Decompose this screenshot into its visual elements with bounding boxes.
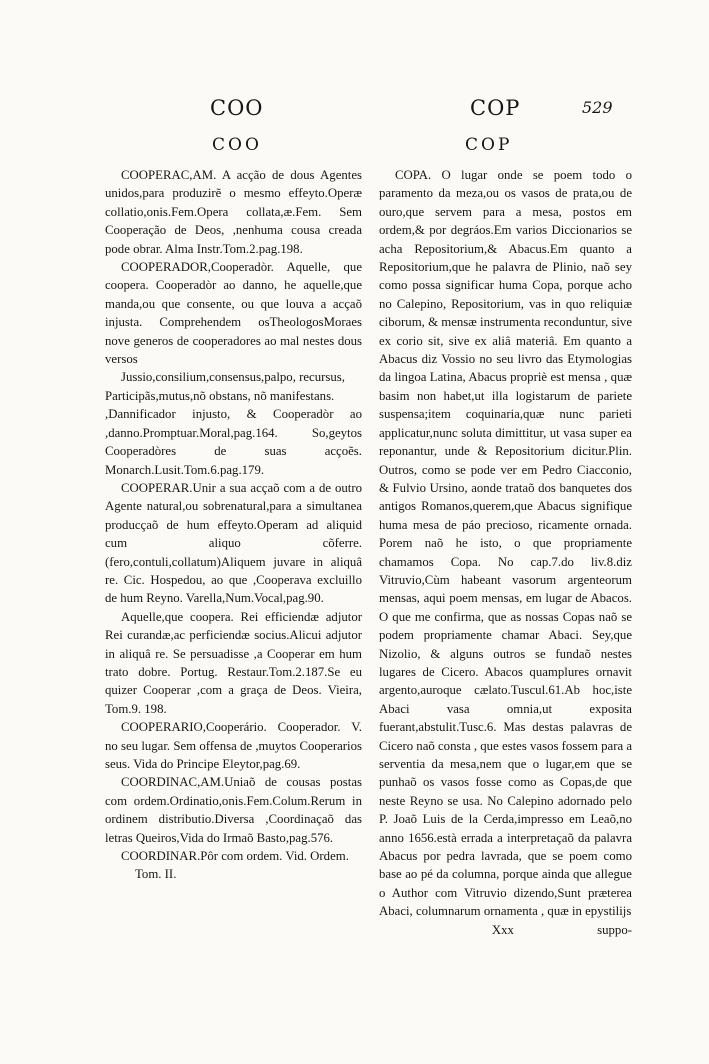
running-head-right: COP [470, 96, 521, 120]
signature-mark: Xxx [491, 922, 514, 937]
left-column [105, 166, 362, 884]
entry-cooperador-continued: ,Dannificador injusto, & Cooperadòr ao ,danno.Promptuar.Moral,pag.164. So,geytos Cooperadòres de suas acçoẽs. Monarch.Lusit.Tom.6.pag.179. [105, 407, 362, 477]
entry-cooperar-sense-2: Aquelle,que coopera. Rei efficiendæ adjutor Rei curandæ,ac perficiendæ socius.Alicui adjutor in aliquâ re. Se persuadisse ,a Cooperar em hum trato dobre. Portug. Restaur.Tom.2.187.Se eu quizer Cooperar ,com a graça de Deos. Vieira, Tom.9. 198. [105, 609, 362, 716]
catchword: suppo- [597, 922, 632, 937]
volume-footer: Tom. II. [135, 867, 177, 882]
right-column [379, 166, 632, 939]
entry-coordinacam: COORDINAC,AM.Uniaõ de cousas postas com ordem.Ordinatio,onis.Fem.Colum.Rerum in ordinem distributio.Diversa ,Coordinaçaõ das letras Queiros,Vida do Irmaõ Basto,pag.576. [105, 775, 362, 845]
entry-cooperador: COOPERADOR,Cooperadòr. Aquelle, que coopera. Cooperadòr ao danno, he aquelle,que manda,ou que consente, ou que louva a acçaõ injusta. Comprehendem osTheologosMoraes nove generos de cooperadores ao mal nestes dous versos [105, 260, 362, 367]
entry-cooperacam: COOPERAC,AM. A acção de dous Agentes unidos,para produzirẽ o mesmo effeyto.Operæ collatio,onis.Fem.Opera collata,æ.Fem. Sem Cooperação de Deos, ,nenhuma cousa creada pode obrar. Alma Instr.Tom.2.pag.198. [105, 168, 362, 256]
page-foot-line [379, 921, 632, 939]
verse-line-1: Jussio,consilium,consensus,palpo, recursus, [121, 370, 345, 385]
entry-cooperar: COOPERAR.Unir a sua acçaõ com a de outro Agente natural,ou sobrenatural,para a simultanea producçaõ de hum effeyto.Operam ad aliquid cum aliquo cõferre.(fero,contuli,collatum)Aliquem juvare in aliquâ re. Cic. Hospedou, ao que ,Cooperava excluillo de hum Reyno. Varella,Num.Vocal,pag.90. [105, 480, 362, 606]
entry-copa: COPA. O lugar onde se poem todo o paramento da meza,ou os vasos de prata,ou de ouro,que servem para a mesa, postos em ordem,& por degráos.Em varios Diccionarios se acha Repositorium,& Abacus.Em quanto a Repositorium,que he palavra de Plinio, naõ sey como possa significar huma Copa, porque acho no Calepino, Repositorium, vas in quo reliquiæ ciborum, & mensæ instrumenta reconduntur, sive ex corio sit, sive ex aliâ materiâ. Em quanto a Abacus diz Vossio no seu livro das Etymologias da lingoa Latina, Abacus propriè est mensa , quæ basim non habet,ut illa logistarum de pariete suspensa;item coquinaria,quæ nunc parieti applicatur,nunc soluta dimittitur, ut vasa super ea reponantur, unde & Repositorium dicitur.Plin. Outros, como se pode ver em Pedro Ciacconio, & Fulvio Ursino, aonde trataõ dos banquetes dos antigos Romanos,querem,que Abacus signifique huma mesa de páo precioso, ricamente ornada. Porem naõ he isto, o que propriamente chamamos Copa. No cap.7.do liv.8.diz Vitruvio,Cùm habeant vasorum argenteorum mensas, aqui poem mensas, em lugar de Abacos. O que me confirma, que as nossas Copas naõ se podem propriamente chamar Abaci. Sey,que Nizolio, & alguns outros se fundaõ nestes lugares de Cicero. Abacos quamplures ornavit argento,auroque cælato.Tuscul.61.Ab hoc,iste Abaci vasa omnia,ut exposita fuerant,abstulit.Tusc.6. Mas destas palavras de Cicero naõ consta , que estes vasos fossem para a serventia da mesa,nem que o lugar,em que se punhaõ os vasos fosse como as Copas,de que neste Reyno se usa. No Calepino adornado pelo P. Joaõ Luis de la Cerda,impresso em Leaõ,no anno 1656.està errada a interpretaçaõ da palavra Abacus por pedra lavrada, que se poem como base ao pé da columna, porque ainda que allegue o Author com Vitruvio dizendo,Sunt præterea Abaci, columnarum ornamenta , quæ in epystilijs [379, 168, 633, 919]
entry-coordinar: COORDINAR.Pôr com ordem. Vid. Ordem. [121, 849, 349, 864]
entry-cooperario: COOPERARIO,Cooperário. Cooperador. V. no seu lugar. Sem offensa de ,muytos Cooperarios seus. Vida do Principe Eleytor,pag.69. [105, 720, 362, 771]
section-head-right: COP [465, 135, 513, 155]
running-head-left: COO [210, 96, 264, 120]
page-number: 529 [582, 98, 613, 117]
verse-line-2: Participãs,mutus,nõ obstans, nõ manifestans. [105, 388, 335, 403]
section-head-left: COO [212, 135, 262, 155]
